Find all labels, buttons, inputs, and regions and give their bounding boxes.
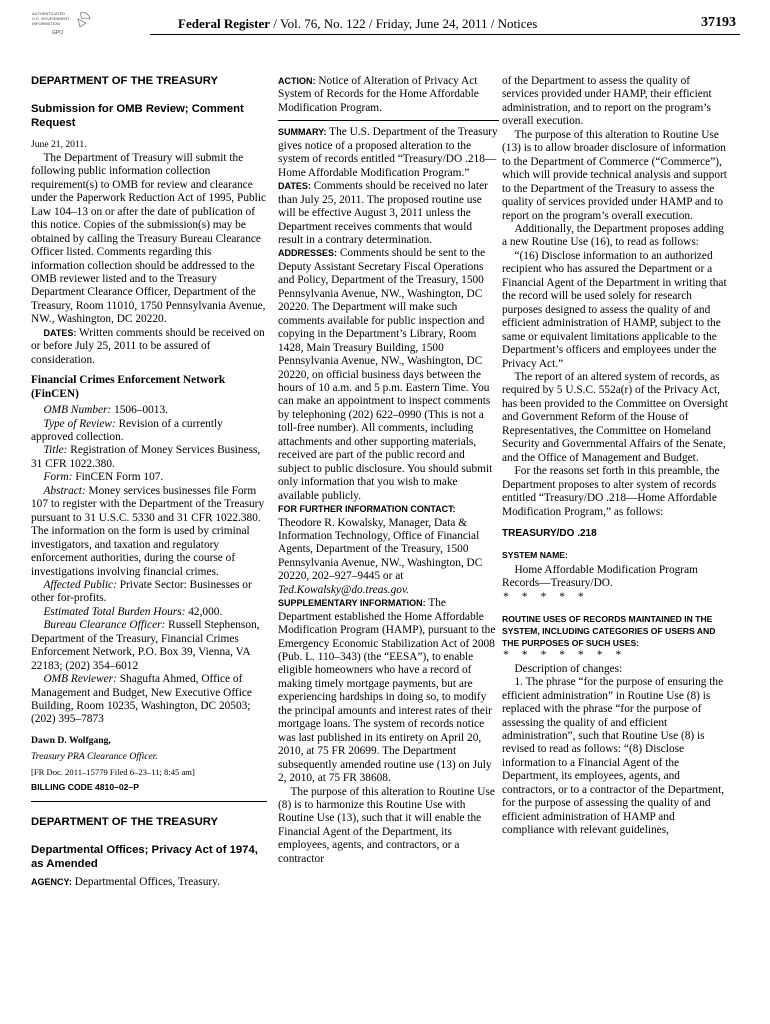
omb-reviewer-label: OMB Reviewer: <box>43 673 117 686</box>
continued-paragraph: of the Department to assess the quality of services provided under HAMP, their efficient administration, and to report on the program’s overall execution. <box>502 75 712 128</box>
omb-number-label: OMB Number: <box>43 404 112 417</box>
affected-public-label: Affected Public: <box>43 578 117 591</box>
dates-label-2: DATES: <box>278 181 311 192</box>
affected-public-value: Private Sector: Businesses or other for-profits. <box>31 578 252 605</box>
reasons-paragraph: For the reasons set forth in this preamble, the Department proposes to alter system of records entitled “Treasury/DO .218—Home Affordable Modification Program,” as follows: <box>502 465 720 518</box>
column-1 <box>31 75 267 889</box>
summary-value: The U.S. Department of the Treasury gives notice of a proposed alteration to the system of records entitled “Treasury/DO .218—Home Affordable Modification Program.” <box>278 126 498 179</box>
journal-name: Federal Register <box>178 16 271 31</box>
svg-text:GPO: GPO <box>52 30 64 36</box>
svg-text:AUTHENTICATED: AUTHENTICATED <box>32 11 66 16</box>
header-citation: Federal Register / Vol. 76, No. 122 / Friday, June 24, 2011 / Notices <box>178 16 538 31</box>
description-of-changes: Description of changes: <box>514 662 623 675</box>
form-value: FinCEN Form 107. <box>75 471 164 484</box>
action-value: Notice of Alteration of Privacy Act System of Records for the Home Affordable Modification Program. <box>278 75 479 114</box>
svg-text:U.S. GOVERNMENT: U.S. GOVERNMENT <box>32 16 70 21</box>
signer-title: Treasury PRA Clearance Officer. <box>31 751 158 763</box>
agency-heading-2: DEPARTMENT OF THE TREASURY <box>31 816 219 829</box>
issue-date: Friday, June 24, 2011 <box>375 16 488 31</box>
fr-doc-line: [FR Doc. 2011–15779 Filed 6–23–11; 8:45 am] <box>31 766 195 777</box>
contact-value: Theodore R. Kowalsky, Manager, Data & Information Technology, Office of Financial Agents, Department of the Treasury, 1500 Pennsylvania Avenue, NW., Washington, DC 20220, 202–927–9445 or at <box>278 516 483 583</box>
type-review-label: Type of Review: <box>43 417 116 430</box>
bureau-officer-value: Russell Stephenson, Department of the Treasury, Financial Crimes Enforcement Network, P.O. Box 39, Vienna, VA 22183; (202) 354–6012 <box>31 619 260 672</box>
supplementary-label: SUPPLEMENTARY INFORMATION: <box>278 598 426 609</box>
volume-number: Vol. 76, No. 122 <box>279 16 366 31</box>
svg-text:INFORMATION: INFORMATION <box>32 21 60 26</box>
supplementary-value: The Department established the Home Affordable Modification Program (HAMP), pursuant to the Emergency Economic Stabilization Act of 2008 (Pub. L. 110–343) (the “EESA”), to enable eligible homeowners who have a record of making timely mortgage payments, but are experiencing hardships in doing so, to modify the principal amounts and interest rates of their mortgage loans. The system of records notice was last published in its entirety on April 20, 2010, at 75 FR 20699. The Department subsequently amended routine use (13) on July 2, 2010, at 75 FR 38608. <box>278 597 496 785</box>
running-header <box>150 12 740 35</box>
agency-label: AGENCY: <box>31 876 72 887</box>
change-1-paragraph: 1. The phrase “for the purpose of ensuring the efficient administration” in Routine Use (8) is replaced with the phrase “for the purpose of assessing the quality of and efficient administration”, such that Routine Use (8) is revised to read as follows: “(8) Disclose information to a Financial Agent of the Department, its employees, agents, and contractors, or to a contractor of the Department, for the purpose of assessing the quality of and efficient administration of HAMP and compliance with relevant guidelines, <box>502 676 725 837</box>
column-3 <box>502 75 729 838</box>
section-name: Notices <box>497 16 538 31</box>
action-label: ACTION: <box>278 76 316 86</box>
omb-reviewer-value: Shagufta Ahmed, Office of Management and Budget, New Executive Office Building, Room 10235, Washington, DC 20503; (202) 395–7873 <box>31 673 252 726</box>
type-review-value: Revision of a currently approved collection. <box>31 417 223 443</box>
notice-title-2: Departmental Offices; Privacy Act of 1974, as Amended <box>31 843 258 870</box>
title-label: Title: <box>43 444 68 457</box>
dates-text: Written comments should be received on or before July 25, 2011 to be assured of consideration. <box>31 326 265 366</box>
system-name-label: SYSTEM NAME: <box>502 549 568 560</box>
ellipsis-stars-1: * * * * * <box>503 590 584 603</box>
notice-title-1: Submission for OMB Review; Comment Request <box>31 103 244 130</box>
system-name-value: Home Affordable Modification Program Records—Treasury/DO. <box>502 563 698 590</box>
agency-heading-1: DEPARTMENT OF THE TREASURY <box>31 75 219 87</box>
form-label: Form: <box>43 471 73 484</box>
burden-hours-value: 42,000. <box>188 605 223 618</box>
section-divider <box>31 801 267 802</box>
additional-routine-use-paragraph: Additionally, the Department proposes adding a new Routine Use (16), to read as follows: <box>502 222 724 249</box>
contact-email: Ted.Kowalsky@do.treas.gov. <box>278 583 410 596</box>
addresses-value: Comments should be sent to the Deputy Assistant Secretary Fiscal Operations and Policy, Department of the Treasury, 1500 Pennsylvania Avenue, NW., Washington, DC 20220. The Department will make such comments available for public inspection and copying in the Department’s Library, Room 1428, Main Treasury Building, 1500 Pennsylvania Avenue, NW., Washington, DC 20220, on official business days between the hours of 10 a.m. and 5 p.m. Eastern Time. You can make an appointment to inspect comments by telephoning (202) 622–0990 (This is not a toll-free number). All comments, including attachments and other supporting materials, received are part of the public record and subject to public disclosure. You should submit only information that you wish to make available publicly. <box>278 247 493 502</box>
report-paragraph: The report of an altered system of records, as required by 5 U.S.C. 552a(r) of the Privacy Act, has been provided to the Committee on Oversight and Government Reform of the House of Representatives, the Committee on Homeland Security and Governmental Affairs of the Senate, and the Office of Management and Budget. <box>502 370 728 464</box>
billing-code-1: BILLING CODE 4810–02–P <box>31 782 139 793</box>
contact-label: FOR FURTHER INFORMATION CONTACT: <box>278 504 456 515</box>
notice-date: June 21, 2011. <box>31 139 87 151</box>
action-divider <box>278 120 499 121</box>
purpose-paragraph-2: The purpose of this alteration to Routine Use (13) is to allow broader disclosure of information to the Department of Commerce (“Commerce”), which will provide technical analysis and support to the Department of the Treasury to assess the quality of services provided under HAMP and to report on the program’s overall execution. <box>502 128 727 222</box>
abstract-label: Abstract: <box>43 484 86 497</box>
burden-hours-label: Estimated Total Burden Hours: <box>43 605 186 618</box>
gpo-authenticated-seal <box>30 9 94 39</box>
bureau-officer-label: Bureau Clearance Officer: <box>43 619 166 632</box>
page-number: 37193 <box>701 15 736 30</box>
intro-paragraph: The Department of Treasury will submit the following public information collection requirement(s) to OMB for review and clearance under the Paperwork Reduction Act of 1995, Public Law 104–13 on or after the date of publication of this notice. Copies of the submission(s) may be obtained by calling the Treasury Bureau Clearance Officer listed. Comments regarding this information collection should be addressed to the OMB reviewer listed and to the Treasury Department Clearance Officer, Department of the Treasury, Room 11010, 1750 Pennsylvania Avenue, NW., Washington, DC 20220. <box>31 151 267 326</box>
title-value: Registration of Money Services Business, 31 CFR 1022.380. <box>31 444 261 470</box>
fincen-heading: Financial Crimes Enforcement Network (FinCEN) <box>31 374 226 400</box>
column-2 <box>278 75 499 866</box>
system-identifier: TREASURY/DO .218 <box>502 527 597 539</box>
purpose-paragraph-1: The purpose of this alteration to Routine Use (8) is to harmonize this Routine Use with Routine Use (13), such that it will enable the Financial Agent of the Department, its employees, agents, and contractors, or a contractor <box>278 785 495 865</box>
dates-label: DATES: <box>43 327 77 338</box>
routine-uses-label: ROUTINE USES OF RECORDS MAINTAINED IN THE SYSTEM, INCLUDING CATEGORIES OF USERS AND THE PURPOSES OF SUCH USES: <box>502 614 716 649</box>
dates-value-2: Comments should be received no later than July 25, 2011. The proposed routine use will be effective August 3, 2011 unless the Department receives comments that would result in a contrary determination. <box>278 180 488 246</box>
routine-use-16-paragraph: “(16) Disclose information to an authorized recipient who has assured the Department or a Financial Agent of the Department in writing that the record will be used solely for research purposes designed to assess the quality of and efficient administration of HAMP, subject to the same or equivalent limitations applicable to the Department’s officers and employees under the Privacy Act.” <box>502 249 727 370</box>
addresses-label: ADDRESSES: <box>278 248 338 259</box>
omb-number-value: 1506–0013. <box>114 404 168 417</box>
ellipsis-stars-2: * * * * * * * <box>503 649 622 662</box>
abstract-value: Money services businesses file Form 107 to register with the Department of the Treasury pursuant to 31 U.S.C. 5330 and 31 CFR 1022.380. The information on the form is used by criminal investigators, and taxation and regulatory enforcement authorities, during the course of investigations involving financial crimes. <box>31 484 265 578</box>
summary-label: SUMMARY: <box>278 127 327 138</box>
agency-value: Departmental Offices, Treasury. <box>74 875 220 888</box>
signer-name: Dawn D. Wolfgang, <box>31 734 111 746</box>
